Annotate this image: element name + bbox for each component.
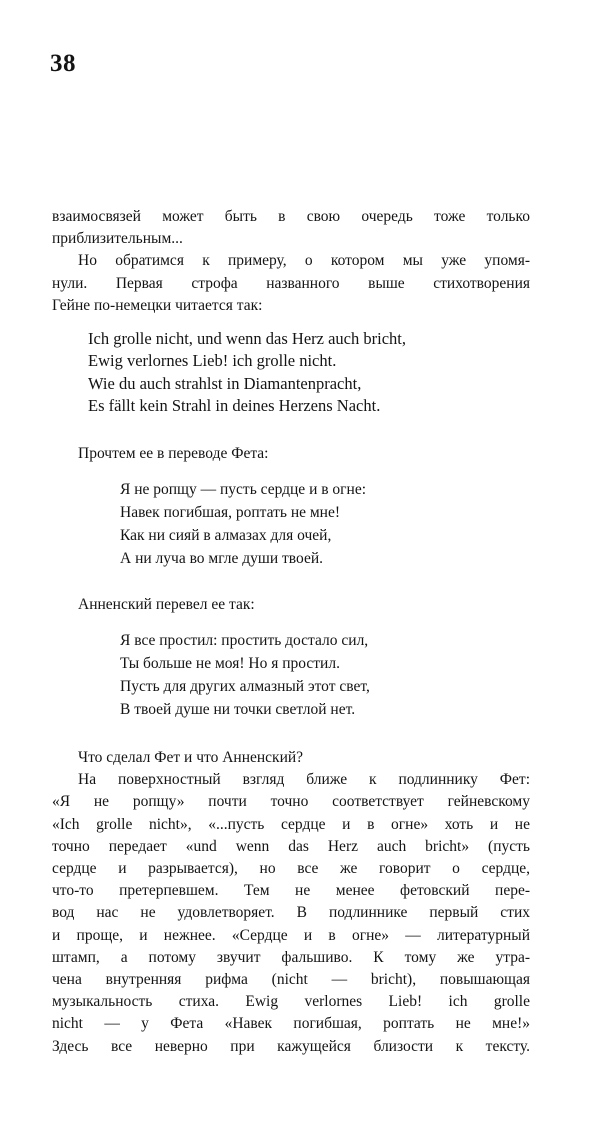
text-line: «Я не ропщу» почти точно соответствует гейневскому [52, 793, 530, 811]
verse-line: Навек погибшая, роптать не мне! [120, 503, 341, 521]
text-line: музыкальность стиха. Ewig verlornes Lieb! ich grolle [52, 993, 530, 1011]
fet-verse [52, 478, 530, 570]
verse-line: Ewig verlornes Lieb! ich grolle nicht. [88, 351, 337, 371]
text-line: что-то претерпевшем. Тем не менее фетовский пере- [52, 882, 530, 900]
question-line: Что сделал Фет и что Анненский? [78, 749, 304, 767]
text-line: Гейне по-немецки читается так: [52, 296, 263, 314]
verse-line: В твоей душе ни точки светлой нет. [120, 701, 356, 719]
text-line: приблизительным... [52, 230, 183, 248]
verse-line: Как ни сияй в алмазах для очей, [120, 526, 332, 544]
fet-intro: Прочтем ее в переводе Фета: [78, 444, 269, 462]
german-verse [52, 328, 530, 418]
text-line: На поверхностный взгляд ближе к подлиннику Фет: [78, 771, 530, 789]
verse-line: Ich grolle nicht, und wenn das Herz auch bricht, [88, 329, 406, 349]
text-line: Здесь все неверно при кажущейся близости к тексту. [52, 1037, 530, 1055]
paragraph-intro [52, 206, 530, 250]
text-line: вод нас не удовлетворяет. В подлиннике первый стих [52, 904, 530, 922]
text-line: «Ich grolle nicht», «...пусть сердце и в огне» хоть и не [52, 815, 530, 833]
verse-line: Es fällt kein Strahl in deines Herzens Nacht. [88, 396, 381, 416]
text-line: nicht — у Фета «Навек погибшая, роптать не мне!» [52, 1015, 530, 1033]
text-line: нули. Первая строфа названного выше стихотворения [52, 274, 530, 292]
annensky-verse [52, 629, 530, 721]
text-line: и проще, и нежнее. «Сердце и в огне» — литературный [52, 926, 530, 944]
annensky-intro: Анненский перевел ее так: [78, 595, 255, 613]
text-line: Но обратимся к примеру, о котором мы уже упомя- [78, 252, 530, 270]
text-line: взаимосвязей может быть в свою очередь тоже только [52, 208, 530, 225]
page-number: 38 [50, 50, 76, 77]
paragraph-example [52, 250, 530, 317]
text-line: чена внутренняя рифма (nicht — bricht), повышающая [52, 971, 530, 989]
verse-line: Wie du auch strahlst in Diamantenpracht, [88, 373, 362, 393]
verse-line: Я все простил: простить достало сил, [120, 632, 369, 650]
verse-line: А ни луча во мгле души твоей. [120, 549, 323, 567]
text-line: точно передает «und wenn das Herz auch bricht» (пусть [52, 837, 530, 855]
text-line: штамп, а потому звучит фальшиво. К тому же утра- [52, 948, 530, 966]
paragraph-analysis [52, 769, 530, 1058]
text-line: сердце и разрывается), но все же говорит о сердце, [52, 860, 530, 878]
verse-line: Ты больше не моя! Но я простил. [120, 655, 340, 673]
verse-line: Я не ропщу — пусть сердце и в огне: [120, 480, 367, 498]
page-body [52, 206, 530, 1058]
verse-line: Пусть для других алмазный этот свет, [120, 678, 370, 696]
